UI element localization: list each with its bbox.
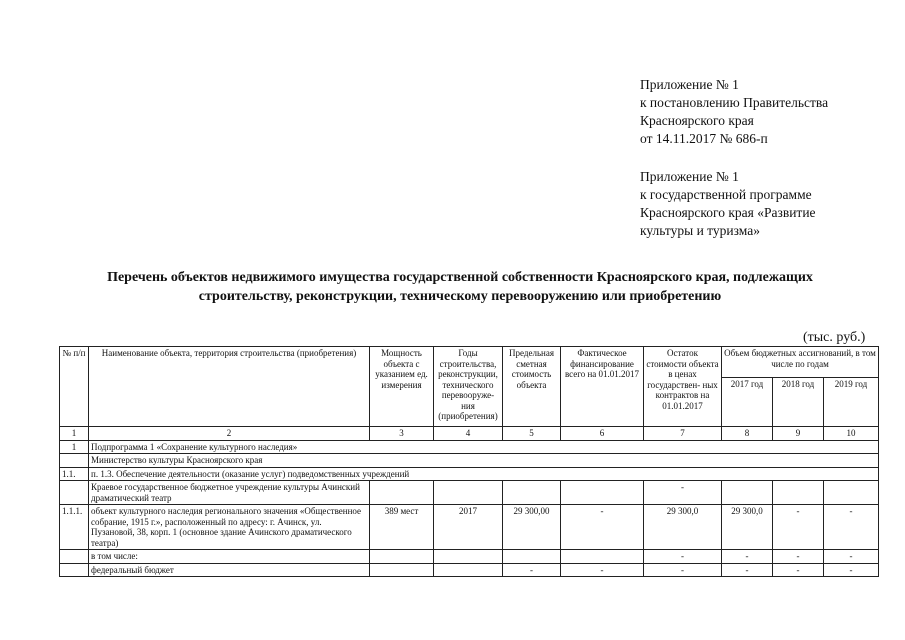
header-row — [60, 347, 879, 378]
empty-cell — [561, 550, 644, 564]
header-remainder: Остаток стоимости объекта в ценах государствен- ных контрактов на 01.01.2017 — [644, 347, 722, 427]
row-num-empty — [60, 454, 89, 468]
row-num: 1 — [60, 440, 89, 454]
empty-cell — [773, 481, 824, 505]
appendix-line: Приложение № 1 — [640, 77, 739, 92]
table-row-item — [60, 467, 879, 481]
object-cost: 29 300,00 — [503, 505, 561, 550]
federal-actual: - — [561, 563, 644, 577]
empty-cell — [434, 563, 503, 577]
federal-cost: - — [503, 563, 561, 577]
row-num-empty — [60, 563, 89, 577]
units-label: (тыс. руб.) — [803, 330, 866, 345]
item-text: п. 1.3. Обеспечение деятельности (оказание услуг) подведомственных учреждений — [89, 467, 879, 481]
appendix-block-program — [640, 168, 816, 240]
col-number: 3 — [370, 427, 434, 441]
header-num: № п/п — [60, 347, 89, 427]
table-row-institution — [60, 481, 879, 505]
object-2019: - — [824, 505, 879, 550]
federal-remainder: - — [644, 563, 722, 577]
object-2017: 29 300,0 — [722, 505, 773, 550]
header-volume: Объем бюджетных ассигнований, в том числе по годам — [722, 347, 879, 378]
empty-cell — [434, 481, 503, 505]
empty-cell — [370, 563, 434, 577]
institution-remainder: - — [644, 481, 722, 505]
row-num-empty — [60, 481, 89, 505]
table-row-subprogram — [60, 440, 879, 454]
including-2018: - — [773, 550, 824, 564]
empty-cell — [503, 481, 561, 505]
col-number: 2 — [89, 427, 370, 441]
title-line: Перечень объектов недвижимого имущества государственной собственности Красноярского края, подлежащих — [107, 270, 813, 285]
empty-cell — [503, 550, 561, 564]
object-capacity: 389 мест — [370, 505, 434, 550]
col-number: 6 — [561, 427, 644, 441]
subprogram-text: Подпрограмма 1 «Сохранение культурного наследия» — [89, 440, 879, 454]
row-num-empty — [60, 550, 89, 564]
appendix-line: к государственной программе — [640, 187, 812, 202]
including-2017: - — [722, 550, 773, 564]
table-row-ministry — [60, 454, 879, 468]
including-2019: - — [824, 550, 879, 564]
column-number-row — [60, 427, 879, 441]
document-title — [60, 268, 860, 306]
appendix-line: Красноярского края «Развитие — [640, 205, 816, 220]
object-years: 2017 — [434, 505, 503, 550]
table-row-including — [60, 550, 879, 564]
header-name: Наименование объекта, территория строительства (приобретения) — [89, 347, 370, 427]
header-2018: 2018 год — [773, 378, 824, 427]
appendix-line: культуры и туризма» — [640, 223, 760, 238]
title-line: строительству, реконструкции, техническому перевооружению или приобретению — [198, 289, 722, 304]
federal-2019: - — [824, 563, 879, 577]
header-2017: 2017 год — [722, 378, 773, 427]
federal-2017: - — [722, 563, 773, 577]
object-text: объект культурного наследия регионального значения «Общественное собрание, 1915 г.», расположенный по адресу: г. Ачинск, ул. Пузановой, 38, корп. 1 (основное здание Ачинского драматического театра) — [89, 505, 370, 550]
col-number: 9 — [773, 427, 824, 441]
row-num: 1.1.1. — [60, 505, 89, 550]
empty-cell — [434, 550, 503, 564]
appendix-line: Красноярского края — [640, 113, 754, 128]
col-number: 5 — [503, 427, 561, 441]
row-num: 1.1. — [60, 467, 89, 481]
table-row-object — [60, 505, 879, 550]
empty-cell — [722, 481, 773, 505]
col-number: 4 — [434, 427, 503, 441]
object-2018: - — [773, 505, 824, 550]
including-remainder: - — [644, 550, 722, 564]
object-remainder: 29 300,0 — [644, 505, 722, 550]
empty-cell — [561, 481, 644, 505]
header-capacity: Мощность объекта с указанием ед. измерения — [370, 347, 434, 427]
empty-cell — [370, 481, 434, 505]
appendix-block-resolution — [640, 76, 828, 148]
header-actual: Фактическое финансирование всего на 01.01.2017 — [561, 347, 644, 427]
federal-text: федеральный бюджет — [89, 563, 370, 577]
institution-text: Краевое государственное бюджетное учреждение культуры Ачинский драматический театр — [89, 481, 370, 505]
header-years: Годы строительства, реконструкции, технического перевооруже- ния (приобретения) — [434, 347, 503, 427]
federal-2018: - — [773, 563, 824, 577]
header-cost: Предельная сметная стоимость объекта — [503, 347, 561, 427]
object-actual: - — [561, 505, 644, 550]
header-2019: 2019 год — [824, 378, 879, 427]
appendix-line: Приложение № 1 — [640, 169, 739, 184]
empty-cell — [824, 481, 879, 505]
objects-table — [59, 346, 879, 577]
empty-cell — [370, 550, 434, 564]
col-number: 1 — [60, 427, 89, 441]
table-row-federal — [60, 563, 879, 577]
ministry-text: Министерство культуры Красноярского края — [89, 454, 879, 468]
appendix-line: к постановлению Правительства — [640, 95, 829, 110]
col-number: 7 — [644, 427, 722, 441]
including-text: в том числе: — [89, 550, 370, 564]
col-number: 10 — [824, 427, 879, 441]
col-number: 8 — [722, 427, 773, 441]
appendix-line: от 14.11.2017 № 686-п — [640, 131, 768, 146]
